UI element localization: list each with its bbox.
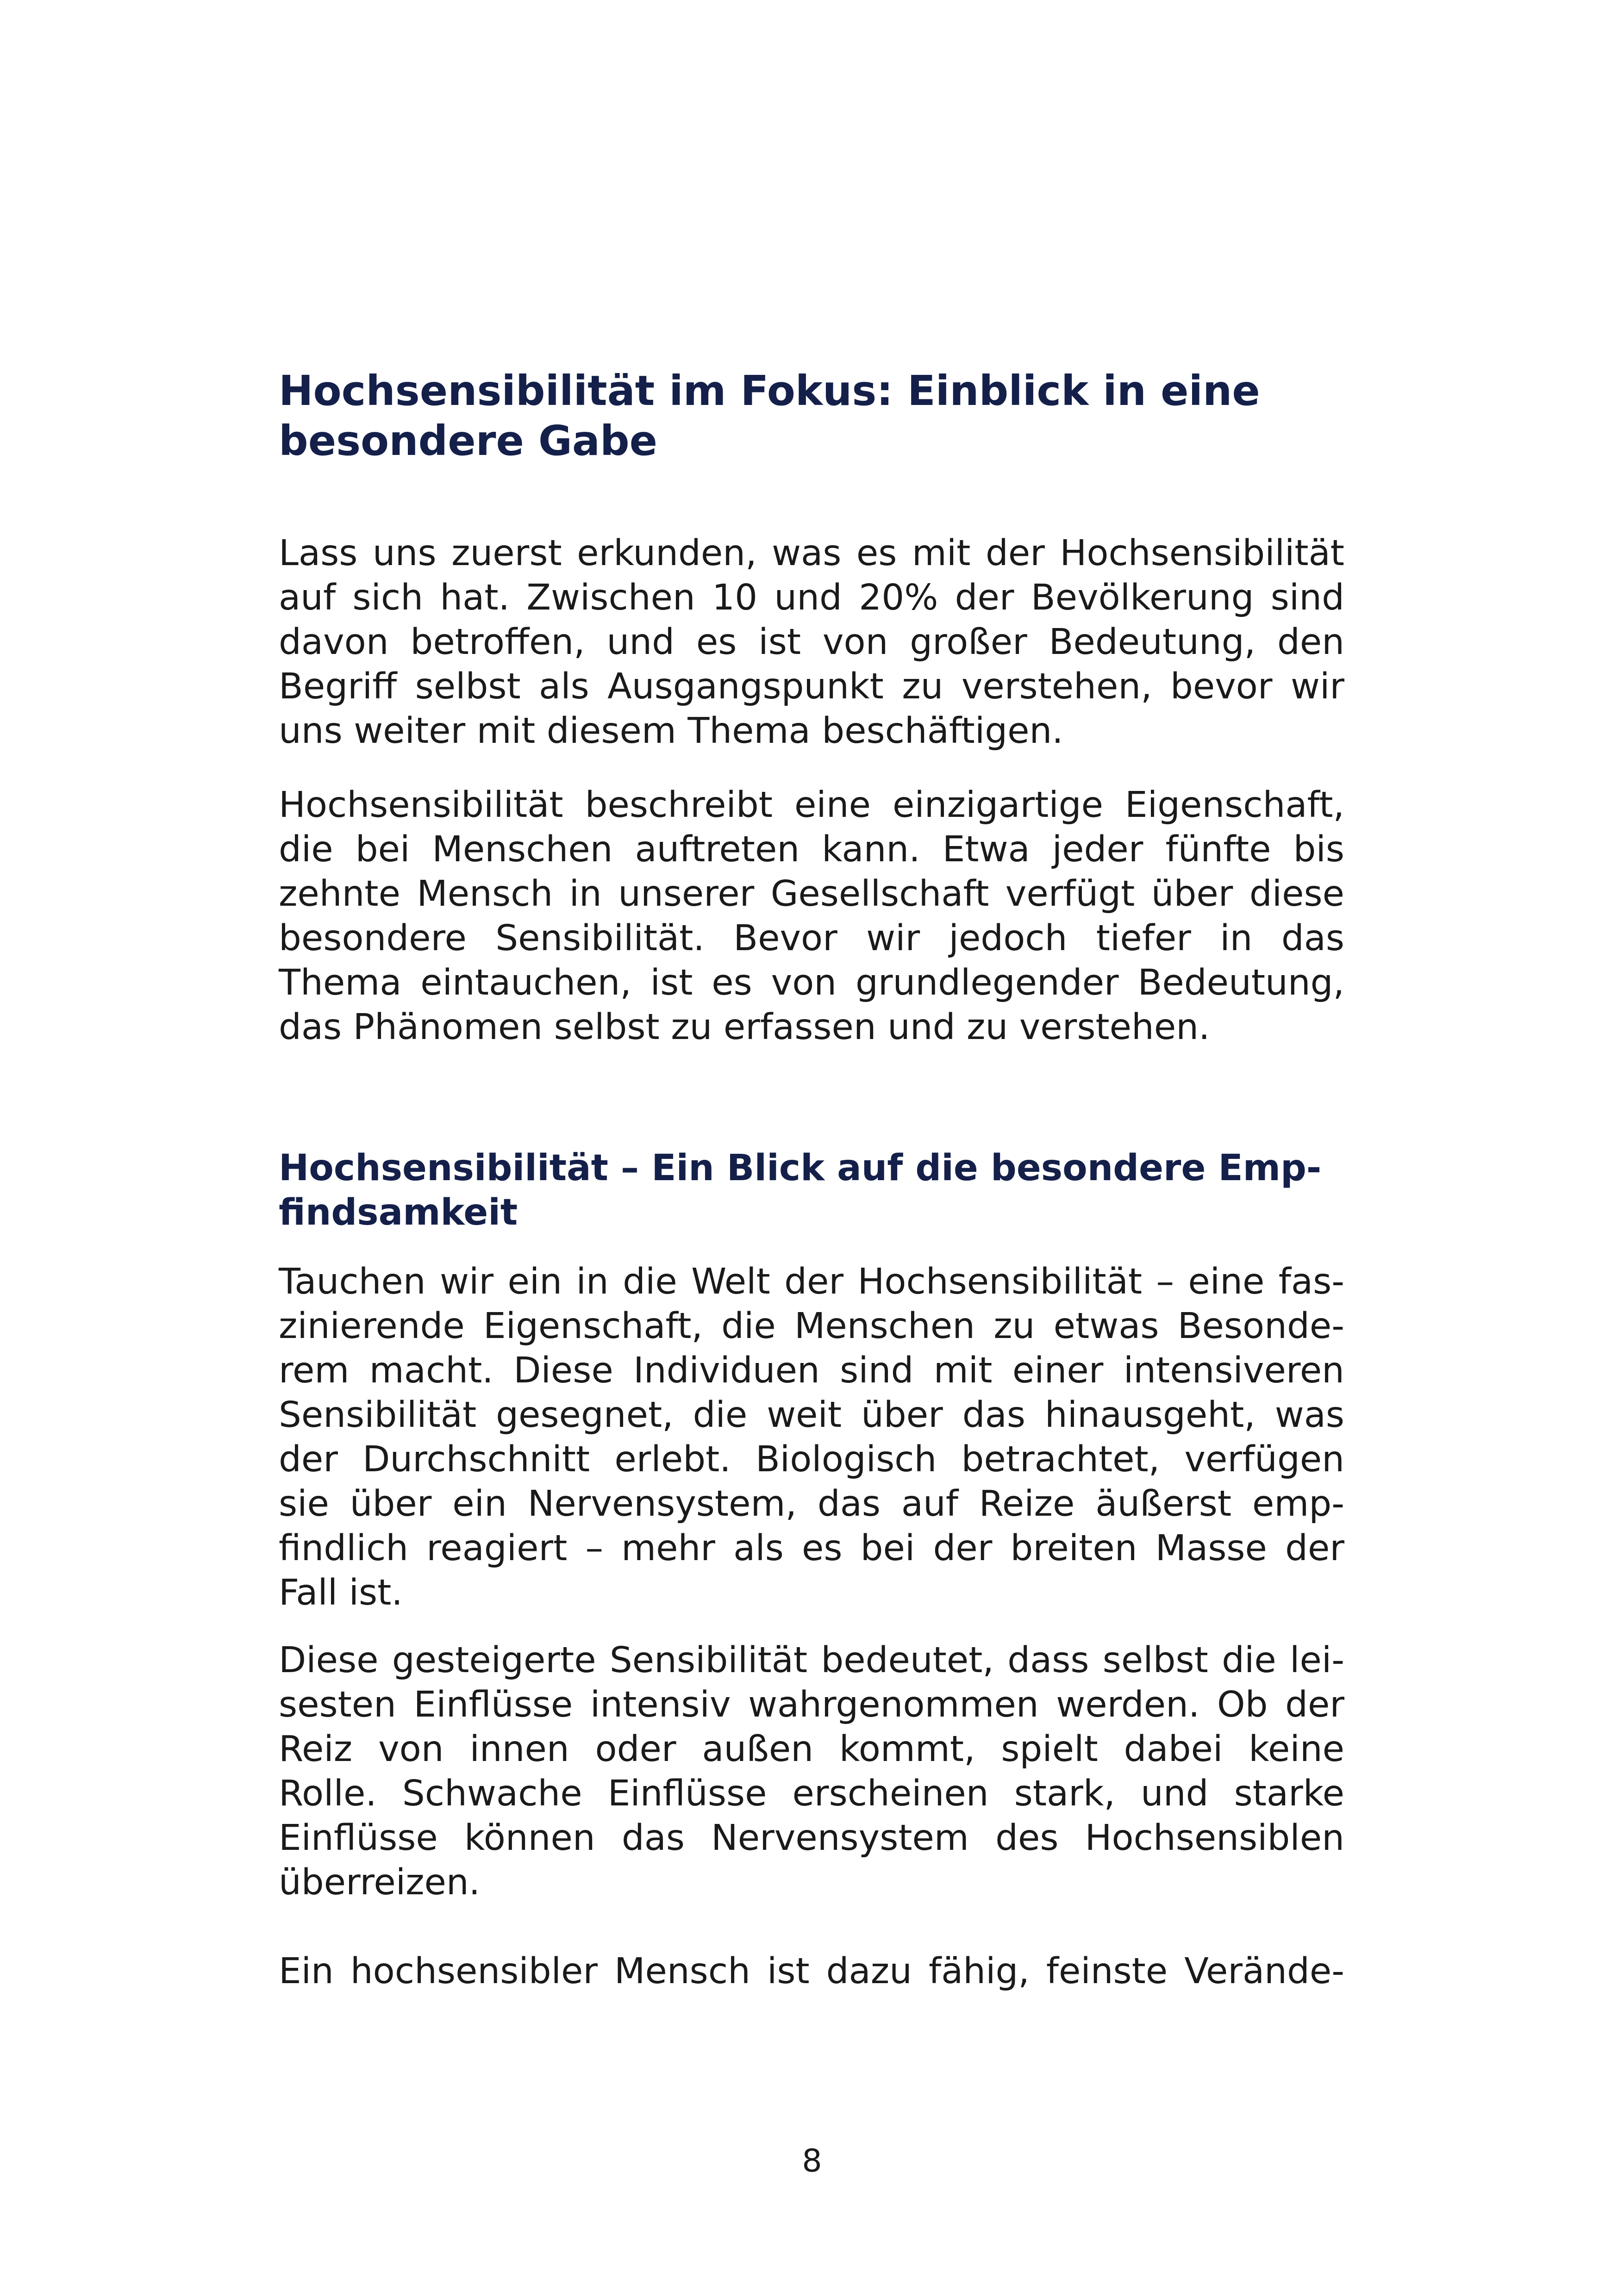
text-line: auf sich hat. Zwischen 10 und 20% der Bevölkerung sind: [279, 577, 1344, 618]
text-line: besondere Sensibilität. Bevor wir jedoch tiefer in das: [279, 918, 1344, 959]
text-line: rem macht. Diese Individuen sind mit einer intensiveren: [279, 1350, 1344, 1391]
text-line: Thema eintauchen, ist es von grundlegender Bedeutung,: [279, 962, 1344, 1003]
text-line: davon betroffen, und es ist von großer Bedeutung, den: [279, 622, 1344, 663]
text-line: Einflüsse können das Nervensystem des Hochsensiblen: [279, 1817, 1344, 1859]
body-paragraph-2: [279, 1638, 1344, 1905]
body-paragraph-1: [279, 1260, 1344, 1615]
page-number: 8: [802, 2143, 822, 2179]
text-line: zehnte Mensch in unserer Gesellschaft verfügt über diese: [279, 873, 1344, 915]
text-line: findlich reagiert – mehr als es bei der breiten Masse der: [279, 1528, 1344, 1569]
section-heading-line: findsamkeit: [279, 1192, 518, 1233]
chapter-heading-line: besondere Gabe: [279, 417, 658, 465]
text-line: Rolle. Schwache Einflüsse erscheinen stark, und starke: [279, 1773, 1344, 1814]
intro-paragraph-2: [279, 783, 1344, 1050]
text-line: Tauchen wir ein in die Welt der Hochsensibilität – eine fas-: [279, 1261, 1344, 1302]
text-line: zinierende Eigenschaft, die Menschen zu etwas Besonde-: [279, 1306, 1344, 1347]
text-line: der Durchschnitt erlebt. Biologisch betrachtet, verfügen: [279, 1439, 1344, 1480]
text-line: das Phänomen selbst zu erfassen und zu verstehen.: [279, 1007, 1210, 1048]
text-line: Diese gesteigerte Sensibilität bedeutet, dass selbst die lei-: [279, 1640, 1344, 1681]
intro-paragraph-1: [279, 531, 1344, 753]
text-line: Ein hochsensibler Mensch ist dazu fähig, feinste Verände-: [279, 1951, 1344, 1992]
text-line: überreizen.: [279, 1862, 481, 1903]
text-line: Begriff selbst als Ausgangspunkt zu verstehen, bevor wir: [279, 666, 1344, 707]
text-line: die bei Menschen auftreten kann. Etwa jeder fünfte bis: [279, 829, 1344, 870]
text-line: sie über ein Nervensystem, das auf Reize äußerst emp-: [279, 1483, 1344, 1524]
text-line: Reiz von innen oder außen kommt, spielt dabei keine: [279, 1729, 1344, 1770]
chapter-heading: [279, 366, 1344, 466]
text-line: Fall ist.: [279, 1572, 403, 1613]
text-line: uns weiter mit diesem Thema beschäftigen.: [279, 710, 1063, 752]
section-heading: [279, 1146, 1344, 1235]
section-heading-line: Hochsensibilität – Ein Blick auf die besondere Emp-: [279, 1147, 1322, 1189]
text-line: sesten Einflüsse intensiv wahrgenommen werden. Ob der: [279, 1684, 1344, 1725]
text-line: Hochsensibilität beschreibt eine einzigartige Eigenschaft,: [279, 784, 1344, 826]
chapter-heading-line: Hochsensibilität im Fokus: Einblick in eine: [279, 367, 1260, 415]
text-line: Sensibilität gesegnet, die weit über das hinausgeht, was: [279, 1394, 1344, 1436]
body-paragraph-3: [279, 1949, 1344, 1994]
text-line: Lass uns zuerst erkunden, was es mit der Hochsensibilität: [279, 533, 1344, 574]
